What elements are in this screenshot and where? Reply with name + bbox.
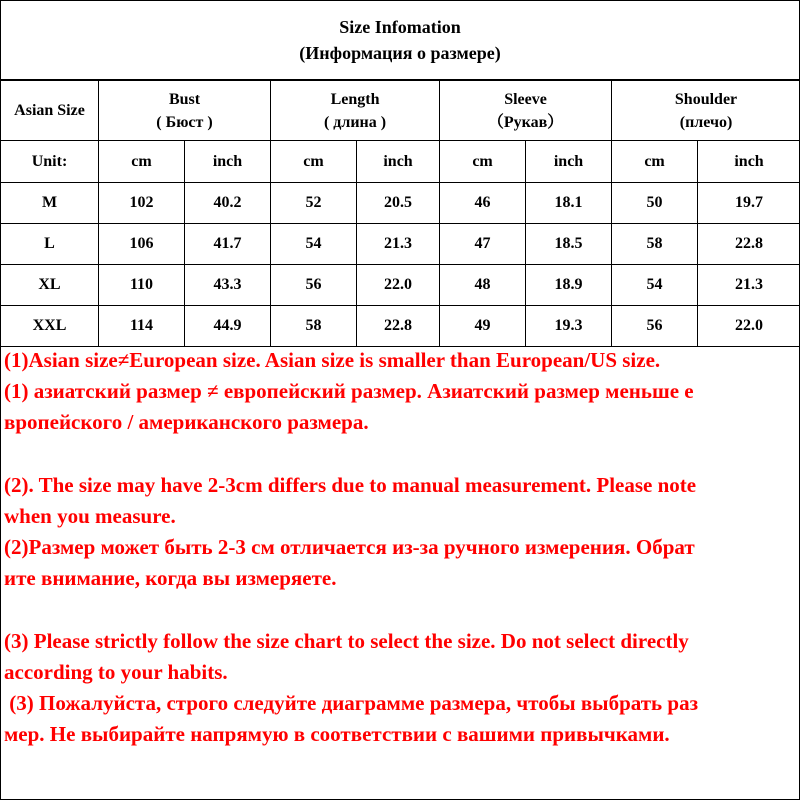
value-cell: 20.5 — [357, 183, 440, 224]
sleeve-title: Sleeve — [504, 90, 547, 108]
value-cell: 40.2 — [185, 183, 271, 224]
unit-cell: inch — [185, 141, 271, 183]
value-cell: 22.8 — [357, 306, 440, 347]
value-cell: 43.3 — [185, 265, 271, 306]
value-cell: 56 — [271, 265, 357, 306]
shoulder-header — [612, 81, 800, 141]
unit-cell: cm — [612, 141, 698, 183]
header-row — [1, 81, 800, 141]
value-cell: 22.0 — [357, 265, 440, 306]
value-cell: 44.9 — [185, 306, 271, 347]
sleeve-header — [440, 81, 612, 141]
size-cell: XL — [1, 265, 99, 306]
size-table — [0, 80, 800, 347]
value-cell: 19.7 — [698, 183, 800, 224]
value-cell: 19.3 — [526, 306, 612, 347]
note-3-russian: (3) Пожалуйста, строго следуйте диаграмме размера, чтобы выбрать раз — [4, 691, 699, 715]
asian-size-header: Asian Size — [1, 81, 99, 141]
value-cell: 54 — [271, 224, 357, 265]
value-cell: 106 — [99, 224, 185, 265]
table-row — [1, 183, 800, 224]
table-row — [1, 265, 800, 306]
sleeve-subtitle: （Рукав） — [487, 113, 564, 131]
bust-title: Bust — [168, 90, 201, 108]
note-spacer — [4, 438, 796, 470]
value-cell: 54 — [612, 265, 698, 306]
unit-cell: cm — [440, 141, 526, 183]
note-2-russian: (2)Размер может быть 2-3 см отличается из-за ручного измерения. Обрат — [4, 535, 695, 559]
unit-cell: cm — [99, 141, 185, 183]
shoulder-title: Shoulder — [674, 90, 738, 108]
value-cell: 52 — [271, 183, 357, 224]
value-cell: 46 — [440, 183, 526, 224]
value-cell: 22.8 — [698, 224, 800, 265]
value-cell: 21.3 — [698, 265, 800, 306]
value-cell: 114 — [99, 306, 185, 347]
note-1-russian: (1) азиатский размер ≠ европейский размер. Азиатский размер меньше е — [4, 379, 694, 403]
value-cell: 110 — [99, 265, 185, 306]
table-row — [1, 306, 800, 347]
note-1-russian-cont: вропейского / американского размера. — [4, 410, 369, 434]
unit-label: Unit: — [1, 141, 99, 183]
note-2-english: (2). The size may have 2-3cm differs due to manual measurement. Please note — [4, 473, 697, 497]
size-notes — [0, 345, 796, 750]
unit-cell: inch — [698, 141, 800, 183]
note-1-english: (1)Asian size≠European size. Asian size is smaller than European/US size. — [4, 348, 661, 372]
size-cell: M — [1, 183, 99, 224]
note-2-russian-cont: ите внимание, когда вы измеряете. — [4, 566, 337, 590]
unit-cell: inch — [526, 141, 612, 183]
note-2-english-cont: when you measure. — [4, 504, 176, 528]
size-cell: XXL — [1, 306, 99, 347]
note-3-english: (3) Please strictly follow the size chart to select the size. Do not select directly — [4, 629, 689, 653]
value-cell: 58 — [612, 224, 698, 265]
title-english: Size Infomation — [339, 17, 461, 37]
bust-header — [99, 81, 271, 141]
length-subtitle: ( длина ) — [323, 113, 387, 131]
table-row — [1, 224, 800, 265]
value-cell: 56 — [612, 306, 698, 347]
note-spacer — [4, 594, 796, 626]
value-cell: 50 — [612, 183, 698, 224]
value-cell: 22.0 — [698, 306, 800, 347]
value-cell: 49 — [440, 306, 526, 347]
note-3-russian-cont: мер. Не выбирайте напрямую в соответствии с вашими привычками. — [4, 722, 670, 746]
unit-cell: inch — [357, 141, 440, 183]
title-russian: (Информация о размере) — [299, 43, 501, 63]
value-cell: 41.7 — [185, 224, 271, 265]
unit-row — [1, 141, 800, 183]
chart-title — [0, 0, 800, 80]
value-cell: 18.5 — [526, 224, 612, 265]
shoulder-subtitle: (плечо) — [679, 113, 733, 131]
length-title: Length — [330, 90, 380, 108]
note-3-english-cont: according to your habits. — [4, 660, 228, 684]
value-cell: 58 — [271, 306, 357, 347]
value-cell: 102 — [99, 183, 185, 224]
bust-subtitle: ( Бюст ) — [156, 113, 213, 131]
value-cell: 18.9 — [526, 265, 612, 306]
unit-cell: cm — [271, 141, 357, 183]
length-header — [271, 81, 440, 141]
value-cell: 48 — [440, 265, 526, 306]
value-cell: 47 — [440, 224, 526, 265]
size-cell: L — [1, 224, 99, 265]
value-cell: 18.1 — [526, 183, 612, 224]
value-cell: 21.3 — [357, 224, 440, 265]
